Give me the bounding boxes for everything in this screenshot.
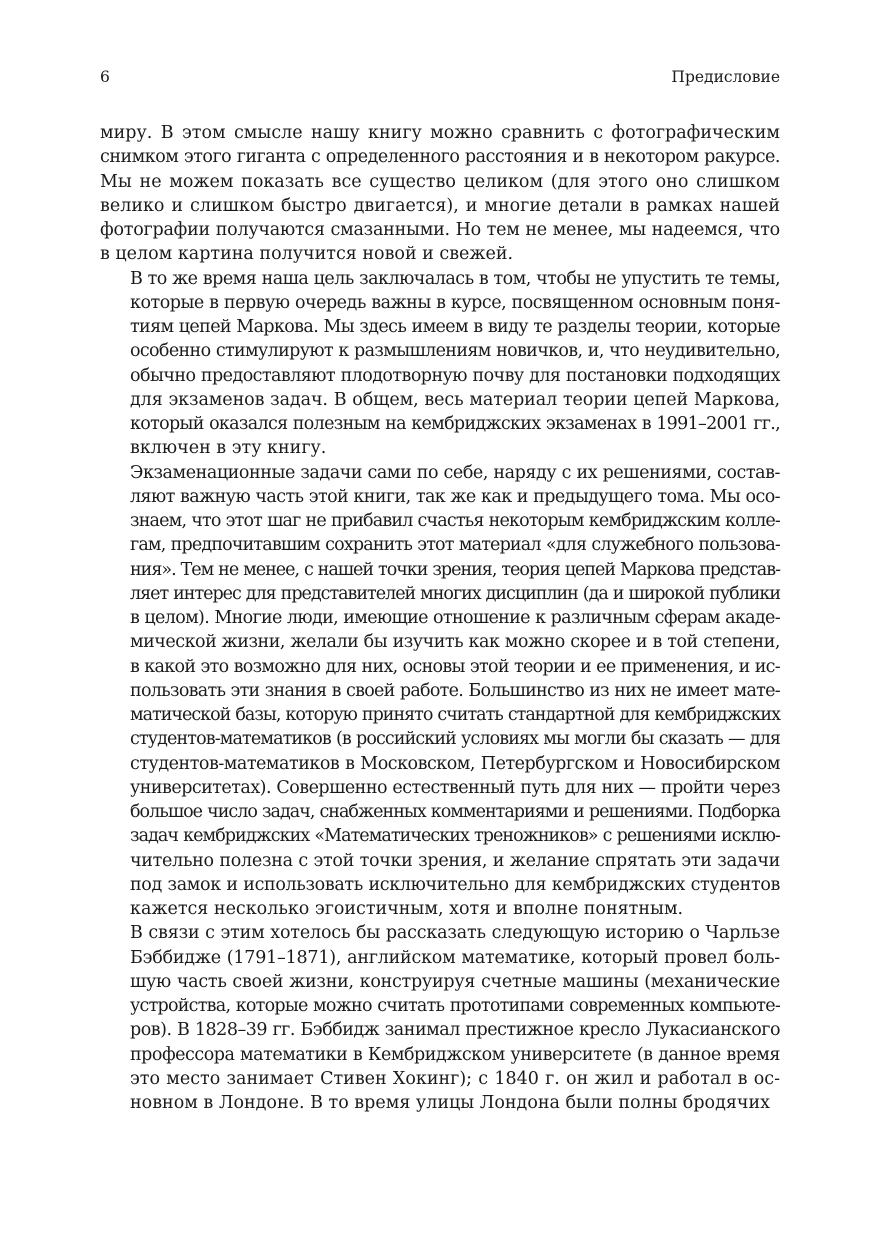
page-number: 6 [100,68,110,86]
text-line: студентов-математиков в Московском, Петербургском и Новосибирском [130,753,780,774]
text-line: для экзаменов задач. В общем, весь материал теории цепей Маркова, [130,389,780,410]
text-line: кажется несколько эгоистичным, хотя и вполне понятным. [130,899,684,919]
text-line: матической базы, которую принято считать стандартной для кембриджских [130,705,780,725]
text-line: Мы не можем показать все существо целиком (для этого оно слишком [100,171,780,192]
text-line: гам, предпочитавшим сохранить этот материал «для служебного пользова- [130,535,780,556]
text-line: знаем, что этот шаг не прибавил счастья некоторым кембриджским колле- [130,511,780,531]
text-line: миру. В этом смысле нашу книгу можно сравнить с фотографическим [100,123,780,143]
paragraph [100,121,780,267]
text-line: велико и слишком быстро двигается), и многие детали в рамках нашей [100,195,780,216]
text-line: большое число задач, снабженных комментариями и решениями. Подборка [130,802,780,822]
paragraph [100,461,780,922]
paragraph [100,267,780,461]
text-line: обычно предоставляют плодотворную почву для постановки подходящих [130,365,780,386]
text-line: В то же время наша цель заключалась в том, чтобы не упустить те темы, [130,268,780,289]
text-line: тиям цепей Маркова. Мы здесь имеем в виду те разделы теории, которые [130,317,780,337]
text-line: шую часть своей жизни, конструируя счетные машины (механические [130,971,780,992]
running-title: Предисловие [671,68,780,86]
text-line: ляют важную часть этой книги, так же как и предыдущего тома. Мы осо- [130,486,780,507]
text-line: чительно полезна с этой точки зрения, и желание спрятать эти задачи [130,850,780,871]
text-line: включен в эту книгу. [130,438,327,459]
text-line: который оказался полезным на кембриджских экзаменах в 1991–2001 гг., [130,414,780,434]
text-line: новном в Лондоне. В то время улицы Лондона были полны бродячих [130,1093,770,1113]
body-text [100,121,780,1115]
text-line: под замок и использовать исключительно для кембриджских студентов [130,874,780,895]
text-line: снимком этого гиганта с определенного расстояния и в некотором ракурсе. [100,147,780,168]
text-line: студентов-математиков (в российский условиях мы могли бы сказать — для [130,729,780,750]
text-line: в какой это возможно для них, основы этой теории и ее применения, и ис- [130,656,780,677]
text-line: задач кембриджских «Математических треножников» с решениями исклю- [130,826,780,847]
text-line: это место занимает Стивен Хокинг); с 1840 г. он жил и работал в ос- [130,1068,780,1089]
text-line: ляет интерес для представителей многих дисциплин (да и широкой публики [130,583,780,604]
text-line: устройства, которые можно считать прототипами современных компьюте- [130,996,780,1016]
page [100,66,780,1115]
text-line: Экзаменационные задачи сами по себе, наряду с их решениями, состав- [130,462,780,483]
text-line: Бэббидже (1791–1871), английском математике, который провел боль- [130,947,780,968]
text-line: пользовать эти знания в своей работе. Большинство из них не имеет мате- [130,680,780,701]
text-line: которые в первую очередь важны в курсе, посвященном основным поня- [130,292,780,313]
text-line: профессора математики в Кембриджском университете (в данное время [130,1044,780,1065]
text-line: в целом). Многие люди, имеющие отношение к различным сферам акаде- [130,608,780,628]
text-line: ров). В 1828–39 гг. Бэббидж занимал престижное кресло Лукасианского [130,1020,780,1041]
text-line: университетах). Совершенно естественный путь для них — пройти через [130,777,780,798]
paragraph [100,921,780,1115]
text-line: мической жизни, желали бы изучить как можно скорее и в той степени, [130,632,780,653]
running-head [100,66,780,88]
text-line: фотографии получаются смазанными. Но тем не менее, мы надеемся, что [100,220,780,240]
text-line: ния». Тем не менее, с нашей точки зрения, теория цепей Маркова представ- [130,559,780,580]
text-line: в целом картина получится новой и свежей. [100,244,514,265]
text-line: В связи с этим хотелось бы рассказать следующую историю о Чарльзе [130,923,780,944]
text-line: особенно стимулируют к размышлениям новичков, и, что неудивительно, [130,341,780,362]
